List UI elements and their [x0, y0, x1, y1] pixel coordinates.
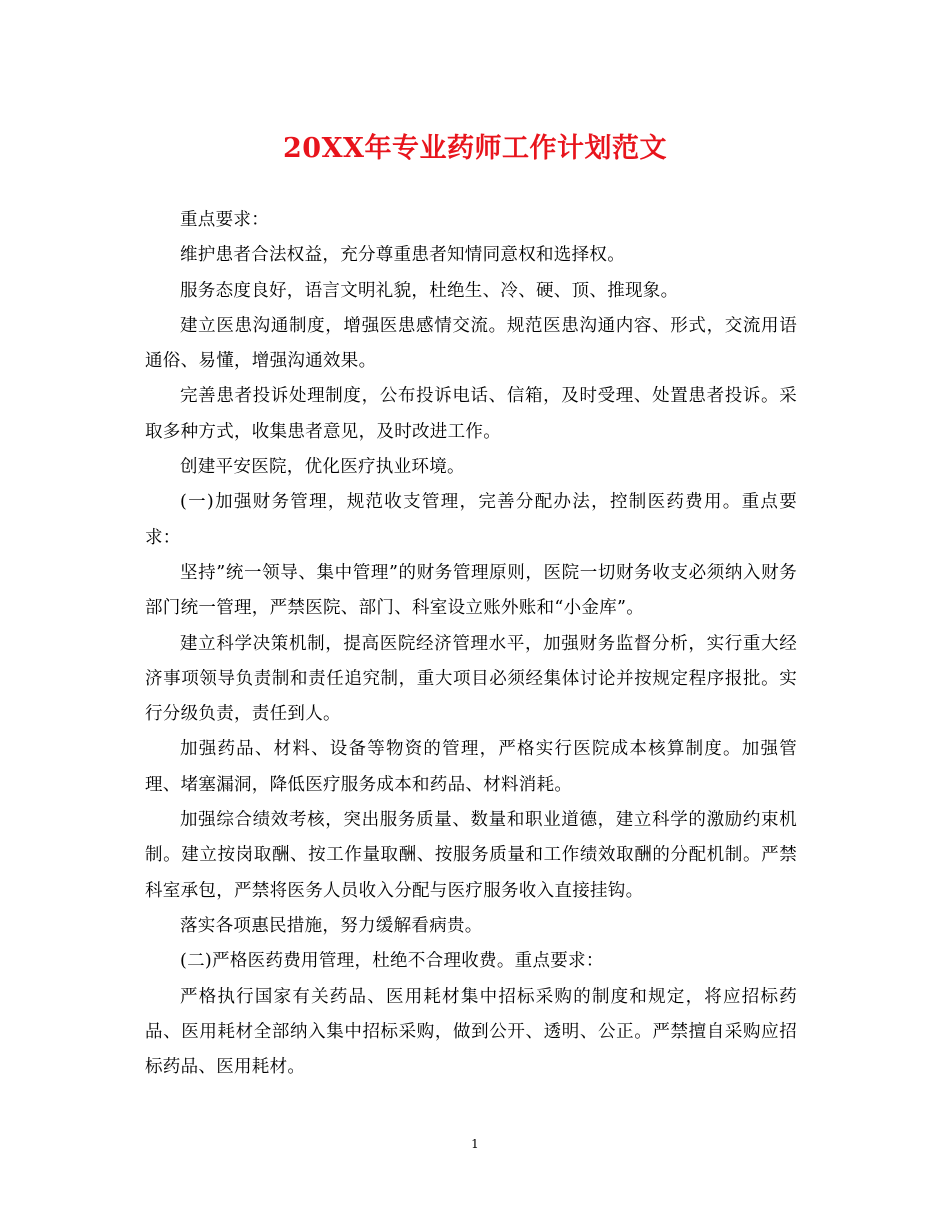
section-heading-2: (二)严格医药费用管理，杜绝不合理收费。重点要求：	[180, 951, 604, 972]
paragraph: 加强综合绩效考核，突出服务质量、数量和职业道德，建立科学的激励约束机制。建立按岗取酬、按工作量取酬、按服务质量和工作绩效取酬的分配机制。严禁科室承包，严禁将医务人员收入分配与医疗服务收入直接挂钩。	[145, 810, 797, 901]
paragraph: 落实各项惠民措施，努力缓解看病贵。	[180, 915, 483, 936]
paragraph: 加强药品、材料、设备等物资的管理，严格实行医院成本核算制度。加强管理、堵塞漏洞，降低医疗服务成本和药品、材料消耗。	[145, 739, 797, 795]
paragraph: 服务态度良好，语言文明礼貌，杜绝生、冷、硬、顶、推现象。	[180, 280, 679, 301]
page-number: 1	[471, 1137, 479, 1151]
paragraph: 建立科学决策机制，提高医院经济管理水平，加强财务监督分析，实行重大经济事项领导负责制和责任追究制，重大项目必须经集体讨论并按规定程序报批。实行分级负责，责任到人。	[145, 633, 797, 725]
paragraph: 维护患者合法权益，充分尊重患者知情同意权和选择权。	[180, 245, 625, 266]
document-title: 20XX年专业药师工作计划范文	[283, 133, 667, 164]
paragraph: 坚持”统一领导、集中管理”的财务管理原则，医院一切财务收支必须纳入财务部门统一管理，严禁医院、部门、科室设立账外账和“小金库”。	[145, 562, 797, 619]
paragraph: 创建平安医院，优化医疗执业环境。	[180, 457, 465, 478]
document-body	[145, 203, 797, 1085]
section-heading-1: (一)加强财务管理，规范收支管理，完善分配办法，控制医药费用。重点要求：	[145, 492, 797, 548]
paragraph: 严格执行国家有关药品、医用耗材集中招标采购的制度和规定，将应招标药品、医用耗材全部纳入集中招标采购，做到公开、透明、公正。严禁擅自采购应招标药品、医用耗材。	[145, 986, 797, 1078]
paragraph: 重点要求：	[180, 210, 269, 230]
paragraph: 建立医患沟通制度，增强医患感情交流。规范医患沟通内容、形式，交流用语通俗、易懂，增强沟通效果。	[145, 315, 797, 372]
paragraph: 完善患者投诉处理制度，公布投诉电话、信箱，及时受理、处置患者投诉。采取多种方式，收集患者意见，及时改进工作。	[145, 386, 797, 442]
